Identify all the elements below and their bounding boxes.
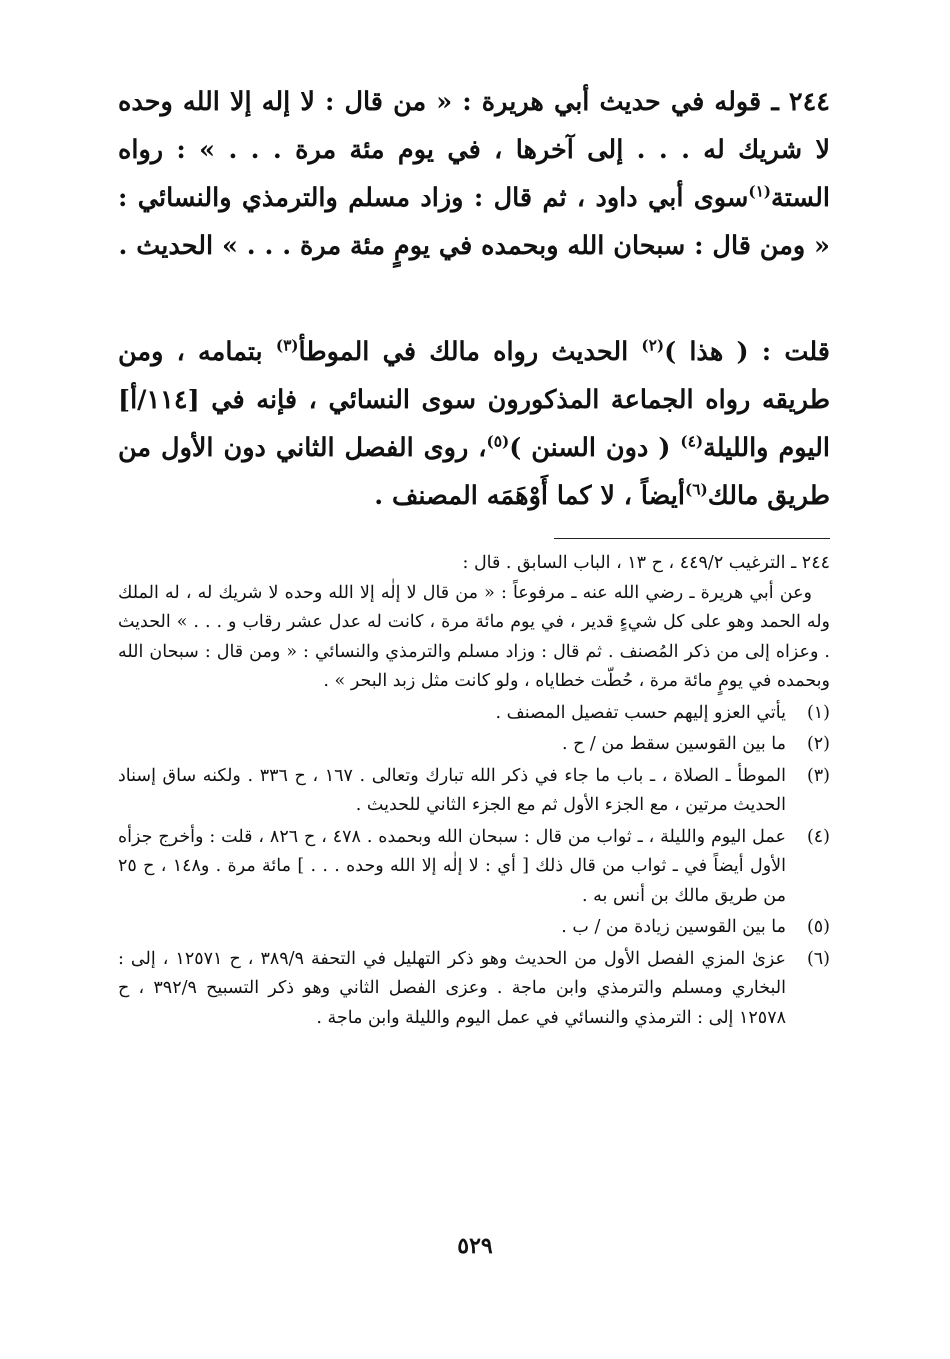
- footnote-ref-3[interactable]: (٣): [275, 336, 299, 355]
- footnote-text-6: عزىٰ المزي الفصل الأول من الحديث وهو ذكر التهليل في التحفة ٣٨٩/٩ ، ح ١٢٥٧١ ، إلى : البخاري ومسلم والترمذي وابن ماجة . وعزى الفصل الثاني وهو ذكر التسبيح ٣٩٢/٩ ، ح ١٢٥٧٨ إلى : الترمذي والنسائي في عمل اليوم والليلة وابن ماجة .: [118, 948, 787, 1028]
- footnote-text-4: عمل اليوم والليلة ، ـ ثواب من قال : سبحان الله وبحمده . ٤٧٨ ، ح ٨٢٦ ، قلت : وأخرج جزأه الأول أيضاً في ـ ثواب من قال ذلك [ أي : لا إلٰه إلا الله وحده . . . ] مائة مرة . و١٤٨ ، ح ٢٥ من طريق مالك بن أنس به .: [118, 826, 786, 906]
- paragraph-gap: [118, 270, 830, 328]
- footnote-ref-4[interactable]: (٤): [680, 432, 704, 451]
- footnote-ref-2[interactable]: (٢): [641, 336, 665, 355]
- footnote-number-4: (٤): [806, 826, 830, 847]
- par2-text-b: الحديث رواه مالك في الموطأ: [298, 337, 642, 367]
- par2-text-f: أيضاً ، لا كما أَوْهَمَه المصنف .: [374, 481, 685, 511]
- footnote-number-2: (٢): [806, 734, 830, 754]
- footnote-item-3: [118, 762, 830, 821]
- footnote-item-6: [118, 945, 830, 1034]
- footnote-number-3: (٣): [806, 765, 830, 786]
- par1-text-a: ٢٤٤ ـ قوله في حديث أبي هريرة : « من قال : لا إله إلا الله وحده لا شريك له . . . إلى آخرها ، في يوم مئة مرة . . . » : رواه الستة: [118, 87, 830, 213]
- footnote-item-1: [118, 699, 830, 729]
- footnote-text-5: ما بين القوسين زيادة من / ب .: [561, 917, 786, 937]
- footnote-source: [118, 549, 830, 697]
- par1-text-b: سوى أبي داود ، ثم قال : وزاد مسلم والترمذي والنسائي : « ومن قال : سبحان الله وبحمده في يومٍ مئة مرة . . . » الحديث .: [118, 183, 830, 261]
- main-paragraph-2: [118, 328, 830, 520]
- par2-text-d: ( دون السنن ): [509, 433, 681, 463]
- footnote-text-3: الموطأ ـ الصلاة ، ـ باب ما جاء في ذكر الله تبارك وتعالى . ١٦٧ ، ح ٣٣٦ . ولكنه ساق إسناد الحديث مرتين ، مع الجزء الأول ثم مع الجزء الثاني للحديث .: [118, 765, 786, 815]
- footnote-ref-1[interactable]: (١): [748, 182, 772, 201]
- footnote-item-5: [118, 913, 830, 943]
- par2-text-e: ، روى الفصل الثاني دون الأول من طريق مالك: [118, 433, 830, 511]
- par2-text-a: قلت : ( هذا ): [664, 337, 830, 367]
- par2-text-c: بتمامه ، ومن طريقه رواه الجماعة المذكورون سوى النسائي ، فإنه في [١١٤/أ] اليوم والليلة: [118, 337, 830, 463]
- footnote-number-5: (٥): [806, 917, 830, 937]
- footnote-divider: [554, 538, 830, 539]
- footnote-source-line: ٢٤٤ ـ الترغيب ٤٤٩/٢ ، ح ١٣ ، الباب السابق . قال :: [462, 553, 830, 573]
- footnote-item-2: [118, 730, 830, 760]
- footnote-text-2: ما بين القوسين سقط من / ح .: [561, 734, 786, 754]
- footnote-number-1: (١): [806, 702, 830, 723]
- footnotes-section: [118, 549, 830, 1033]
- footnote-ref-6[interactable]: (٦): [684, 480, 708, 499]
- page-number: ٥٢٩: [457, 1233, 493, 1259]
- page-body: [118, 78, 830, 1033]
- main-paragraph-1: [118, 78, 830, 270]
- footnote-number-6: (٦): [806, 948, 830, 969]
- footnote-text-1: يأتي العزو إليهم حسب تفصيل المصنف .: [495, 702, 786, 723]
- footnote-ref-5[interactable]: (٥): [486, 432, 510, 451]
- footnote-item-4: [118, 823, 830, 912]
- footnote-source-body: وعن أبي هريرة ـ رضي الله عنه ـ مرفوعاً : « من قال لا إلٰه إلا الله وحده لا شريك له ، له الملك وله الحمد وهو على كل شيءٍ قدير ، في يوم مائة مرة ، كانت له عدل عشر رقاب و . . . » الحديث . وعزاه إلى من ذكر المُصنف . ثم قال : وزاد مسلم والترمذي والنسائي : « ومن قال : سبحان الله وبحمده في يومٍ مائة مرة ، حُطّت خطاياه ، ولو كانت مثل زبد البحر » .: [118, 582, 830, 691]
